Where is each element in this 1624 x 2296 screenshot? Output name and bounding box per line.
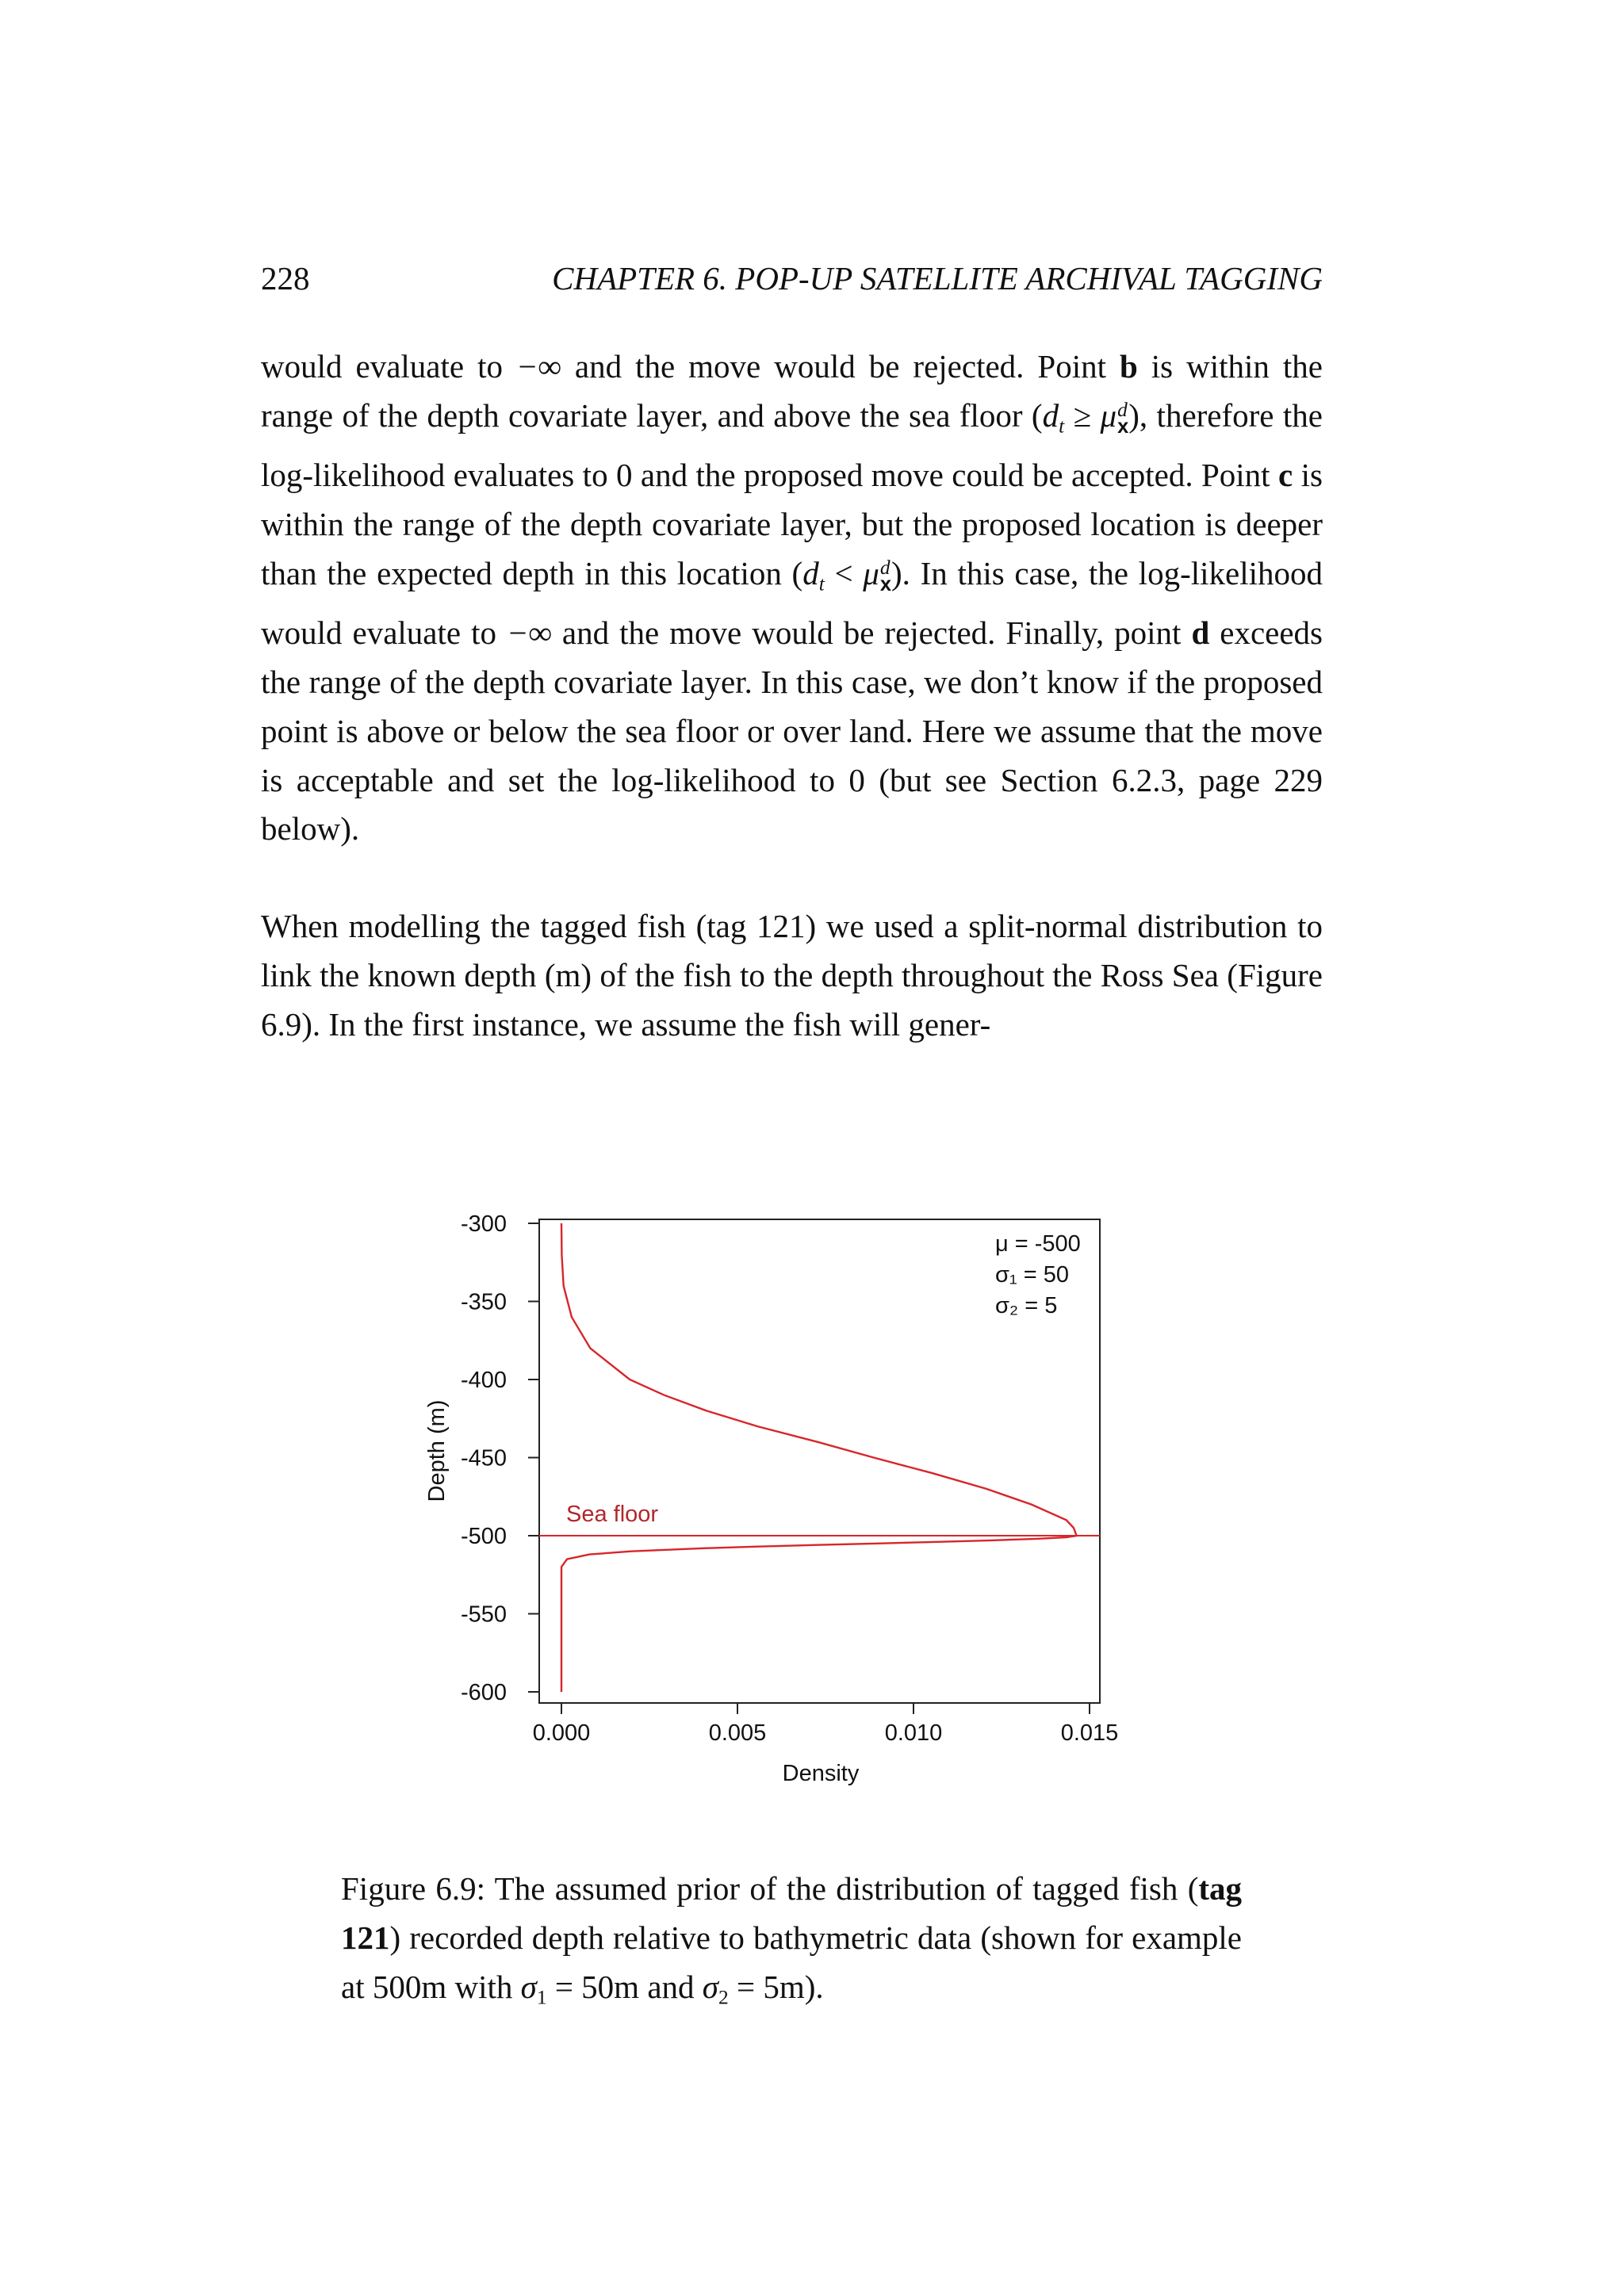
text-run: exceeds the range of the depth covariate layer. In this case, we don’t know if the proposed point is above or below the sea floor or over land. Here we assume that the move is acceptable and set the log-likelihood to 0 (but see Section 6.2.3, page 229 below). — [261, 614, 1323, 848]
text-run: ). In this case, the log-likelihood would evaluate to — [261, 554, 1323, 652]
y-axis-label: Depth (m) — [424, 1399, 450, 1502]
math-d: d — [1042, 396, 1059, 434]
text-run: and the move would be rejected. Point — [561, 348, 1120, 385]
y-axis — [461, 1211, 539, 1705]
math-supsub — [1117, 398, 1129, 438]
math-d: d — [802, 554, 819, 591]
math-subscript: t — [818, 572, 825, 595]
math-lt: < — [824, 554, 864, 591]
math-supsub — [879, 556, 892, 596]
legend-sigma1: σ₁ = 50 — [995, 1262, 1069, 1288]
page-number: 228 — [261, 260, 310, 297]
math-superscript: d — [879, 556, 891, 579]
point-c-label: c — [1278, 457, 1293, 494]
text-run: ), therefore the log-likelihood evaluates to 0 and the proposed move could be accepted. Point — [261, 396, 1323, 494]
point-b-label: b — [1119, 348, 1138, 385]
paragraph-2 — [261, 902, 1323, 1049]
y-tick-label: -400 — [460, 1368, 507, 1393]
math-subscript: 1 — [536, 1986, 547, 2009]
point-d-label: d — [1191, 614, 1210, 652]
x-axis-label: Density — [782, 1761, 860, 1786]
y-tick-label: -300 — [460, 1211, 507, 1237]
caption-text: = 5m). — [728, 1968, 824, 2005]
math-neg-infinity: −∞ — [506, 614, 552, 652]
text-run: is within the range of the depth covariate layer, and above the sea floor ( — [261, 348, 1323, 434]
legend-sigma2: σ₂ = 5 — [995, 1293, 1058, 1318]
x-tick-label: 0.000 — [532, 1720, 591, 1746]
paragraph-1 — [261, 342, 1323, 854]
y-tick-label: -500 — [460, 1524, 507, 1549]
text-run: is within the range of the depth covariate layer, but the proposed location is deeper than the expected depth in this location ( — [261, 457, 1323, 591]
math-subscript: 2 — [718, 1986, 729, 2009]
math-subscript: t — [1059, 415, 1065, 438]
caption-text: = 50m and — [546, 1968, 703, 2005]
math-neg-infinity: −∞ — [515, 348, 561, 385]
y-tick-label: -600 — [460, 1680, 507, 1705]
math-sigma: σ — [520, 1968, 537, 2005]
math-geq: ≥ — [1064, 396, 1101, 434]
caption-text: Figure 6.9: The assumed prior of the distribution of tagged fish ( — [341, 1870, 1199, 1907]
math-superscript: d — [1117, 398, 1128, 421]
figure-caption — [341, 1865, 1242, 2022]
plot-frame — [539, 1219, 1100, 1703]
text-run: and the move would be rejected. Finally, point — [551, 614, 1192, 652]
caption-text: ) recorded depth relative to bathymetric data (shown for example at 500m with — [341, 1919, 1242, 2005]
y-tick-label: -350 — [460, 1289, 507, 1315]
page-header — [261, 258, 1323, 298]
math-subscript: x — [1117, 415, 1129, 438]
legend — [995, 1231, 1081, 1318]
x-tick-label: 0.015 — [1060, 1720, 1119, 1746]
text-run: would evaluate to — [261, 348, 516, 385]
math-sigma: σ — [702, 1968, 719, 2005]
caption-tag-bold: tag 121 — [341, 1870, 1242, 1956]
x-tick-label: 0.010 — [884, 1720, 943, 1746]
x-axis — [533, 1703, 1119, 1746]
running-title: CHAPTER 6. POP-UP SATELLITE ARCHIVAL TAGGING — [552, 260, 1323, 297]
y-tick-label: -550 — [460, 1601, 507, 1628]
legend-mu: μ = -500 — [995, 1231, 1081, 1257]
y-tick-label: -450 — [460, 1445, 507, 1471]
math-mu: μ — [863, 554, 879, 591]
density-chart — [396, 1189, 1189, 1808]
sea-floor-label: Sea floor — [566, 1502, 659, 1527]
x-tick-label: 0.005 — [708, 1720, 767, 1746]
paragraph-2-text: When modelling the tagged fish (tag 121) we used a split-normal distribution to link the known depth (m) of the fish to the depth throughout the Ross Sea (Figure 6.9). In the first instance, we assume the fish will gener- — [261, 908, 1323, 1043]
math-subscript: x — [879, 573, 892, 596]
math-mu: μ — [1100, 396, 1117, 434]
